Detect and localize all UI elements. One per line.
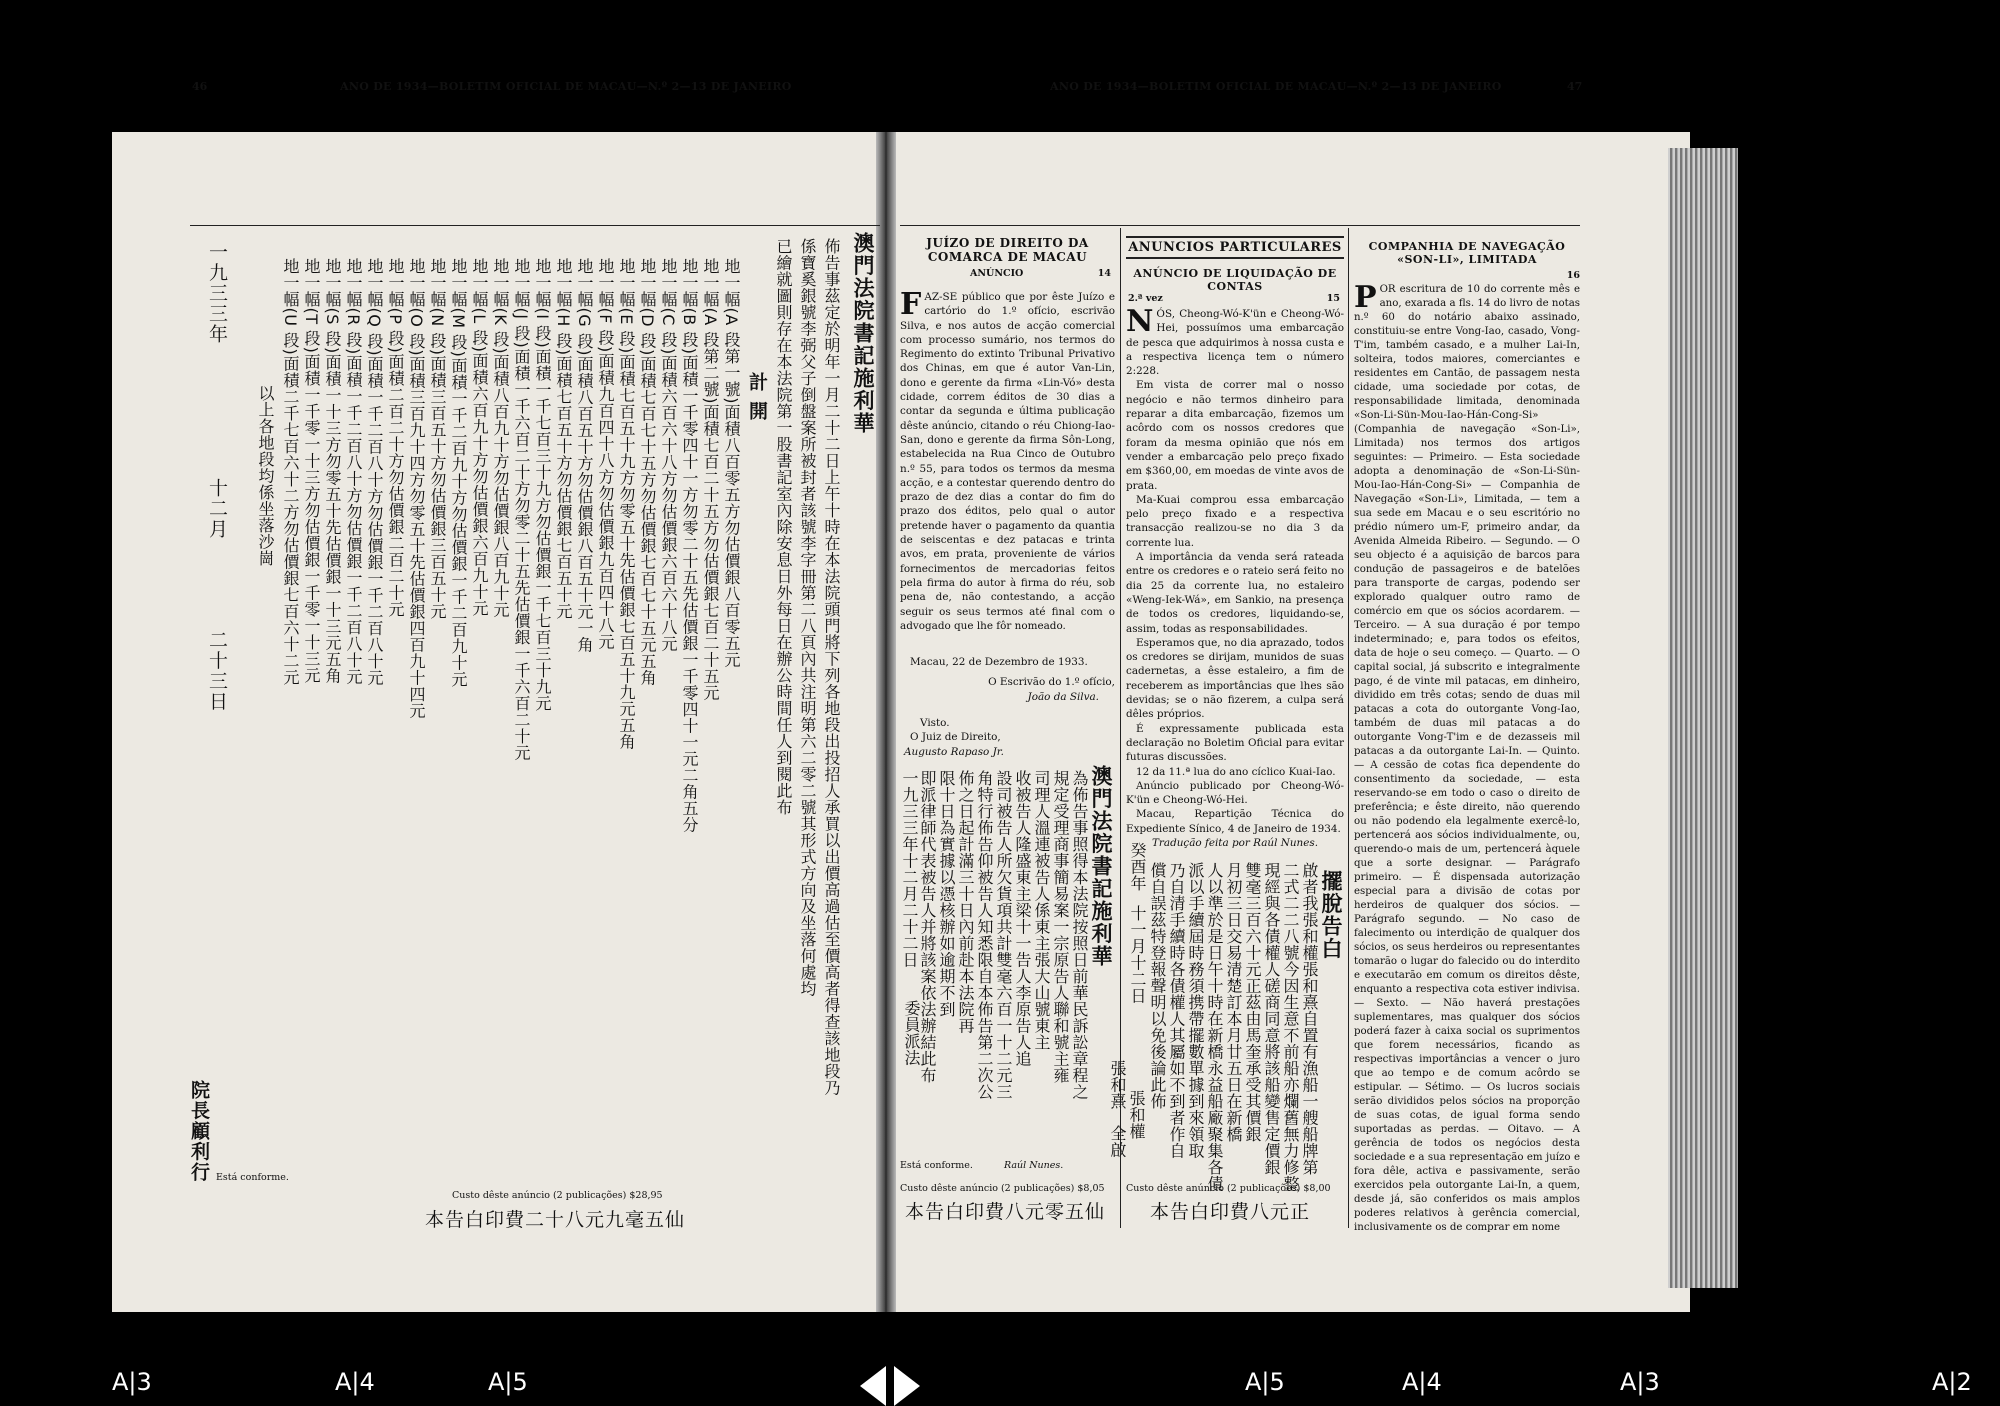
lot-entry: 地一幅(O 段)面積三百九十四方勿零五十先估價銀四百九十四元 — [407, 258, 426, 720]
liquidation-date: 12 da 11.ª lua do ano cíclico Kuai-Iao. — [1136, 765, 1336, 778]
court-cjk-line: 即派律師代表被告人并將該案依法辦結此布 — [918, 770, 937, 1084]
liquidation-cjk-date: 癸酉年 — [1128, 842, 1147, 892]
court-notice-label: ANÚNCIO — [970, 268, 1024, 279]
liquidation-title: ANÚNCIO DE LIQUIDAÇÃO DE CONTAS — [1133, 267, 1337, 293]
liquidation-cjk-date: 十一月十二日 — [1128, 905, 1147, 1004]
lot-entry: 地一幅(R 段)面積一千二百八十方勿估價銀一千二百八十元 — [344, 258, 363, 685]
liquidation-paragraph: A importância da venda será rateada entre os credores e o rateio será feito no dia 25 da corrente lua, no estaleiro «Weng-Iek-Wá», em Sankio, na presença de todos os credores, liquidando-se, assim, todas as responsabilidades. — [1126, 551, 1344, 635]
liquidation-body — [1126, 304, 1344, 378]
left-header-rule — [190, 225, 880, 226]
liquidation-paragraph: Em vista de correr mal o nosso negócio e não termos dinheiro para reparar a dita embarcação, fizemos um acôrdo com os nossos credores que foram da mesma opinião que nós em vender a embarcação pelo preço fixado em $360,00, em moedas de vinte avos de prata. — [1126, 379, 1344, 492]
date-day: 二十三日 — [206, 630, 228, 712]
private-notices — [1126, 236, 1344, 850]
liquidation-cjk-signer: 張和熹 — [1108, 1060, 1127, 1110]
lot-entry: 地一幅(I 段)面積一千七百三十九方勿估價銀一千七百三十九元 — [533, 258, 552, 712]
dropcap: N — [1126, 304, 1154, 339]
lot-entry: 地一幅(E 段)面積七百五十九方勿零五十先估價銀七百五十九元五角 — [617, 258, 636, 750]
judge-title: O Juiz de Direito, — [910, 731, 1001, 744]
liquidation-published: Anúncio publicado por Cheong-Wó-K'ün e Cheong-Wó-Hei. — [1126, 779, 1344, 807]
lot-entry: 地一幅(G 段)面積八百五十方勿估價銀八百五十元一角 — [575, 258, 594, 653]
liquidation-cjk-title: 擺脫告白 — [1319, 870, 1343, 960]
liquidation-cjk-line: 雙毫三百六十元正茲由馬奎承受其價銀 — [1243, 862, 1262, 1143]
film-mark: A|5 — [1245, 1368, 1285, 1396]
court-cjk-line: 委員派法 — [902, 1000, 921, 1066]
court-notice-date: Macau, 22 de Dezembro de 1933. — [910, 656, 1088, 669]
liquidation-cjk-line: 月初三日交易清楚訂本月廿五日在新橋 — [1224, 862, 1243, 1143]
company-number: 16 — [1566, 270, 1580, 281]
location-note: 以上各地段均係坐落沙崗 — [256, 385, 275, 567]
liquidation-cjk-line: 現經與各債權人磋商同意將該船變售定價銀 — [1262, 862, 1281, 1176]
film-mark: A|4 — [335, 1368, 375, 1396]
lot-entry: 地一幅(P 段)面積二百二十方勿估價銀二百二十元 — [386, 258, 405, 618]
company-body — [1354, 280, 1580, 1235]
notice-line: 已繪就圖則存在本法院第一股書記室內除安息日外每日在辦公時間任人到閱此布 — [774, 238, 793, 816]
list-heading: 計 開 — [746, 372, 768, 422]
liquidation-cjk-signer: 全啟 — [1108, 1125, 1127, 1158]
film-mark: A|3 — [1620, 1368, 1660, 1396]
column-rule — [1348, 228, 1349, 1228]
left-page-header: ANO DE 1934—BOLETIM OFICIAL DE MACAU—N.º 2—13 DE JANEIRO — [340, 80, 792, 93]
court-cjk-line: 規定受理商事簡易案一宗原告人聯和號主雍 — [1051, 770, 1070, 1084]
dropcap: P — [1354, 280, 1377, 315]
court-cjk-date: 一九三三年十二月二十二日 — [900, 770, 919, 968]
lot-entry: 地一幅(U 段)面積二千七百六十二方勿估價銀七百六十二元 — [281, 258, 300, 686]
court-cjk-translator: Raúl Nunes. — [1004, 1160, 1064, 1171]
left-page-number: 46 — [192, 80, 208, 93]
liquidation-office: Macau, Repartição Técnica do Expediente Sínico, 4 de Janeiro de 1934. — [1126, 808, 1344, 835]
court-cjk-line: 限十日為實據以憑核辦如逾期不到 — [937, 770, 956, 1018]
page-edges — [1668, 148, 1738, 1288]
lot-entry: 地一幅(L 段)面積六百九十方勿估價銀六百九十元 — [470, 258, 489, 617]
lot-entry: 地一幅(F 段)面積九百四十八方勿估價銀九百四十八元 — [596, 258, 615, 650]
film-mark: A|2 — [1932, 1368, 1972, 1396]
lot-entry: 地一幅(S 段)面積一十三方勿零五十先估價銀一十三元五角 — [323, 258, 342, 684]
film-mark: A|3 — [112, 1368, 152, 1396]
court-cjk-line: 角特行佈告仰被告人知悉限自本佈告第二次公 — [975, 770, 994, 1100]
right-header-rule — [900, 225, 1580, 226]
film-arrow-right — [894, 1366, 920, 1406]
court-cjk-line: 為佈告事照得本法院按照日前華民訴訟章程之 — [1070, 770, 1089, 1100]
liquidation-cjk-line: 二式二二八號今因生意不前船亦爛舊無力修整 — [1281, 862, 1300, 1192]
court-notice-text: AZ-SE público que por êste Juízo e cartório do 1.º ofício, escrivão Silva, e nos autos de acção comercial com processo sumário, nos termos do Regimento do extinto Tribunal Privativo dos Chinas, em que é autor Van-Lin, dono e gerente da firma «Lin-Vó» desta cidade, correm éditos de 30 dias a contar da segunda e última publicação dêste anúncio, citando o réu Chiong-Iao-San, dono e gerente da firma Sôn-Long, estabelecida na Rua Cinco de Outubro n.º 55, para todos os termos da mesma acção, e a contestar querendo dentro do prazo de dez dias a contar do fim do prazo dos éditos, pelo qual o autor pretende haver o pagamento da quantia de seiscentas e dez patacas e trinta avos, em prata, proveniente de vários fornecimentos de mercadorias feitos pela firma do autor à firma do réu, sob pena de, não contestando, a acção seguir os seus termos até final com o advogado que lhe fôr nomeado. — [900, 291, 1115, 632]
lot-entry: 地一幅(Q 段)面積一千二百八十方勿估價銀一千二百八十元 — [365, 258, 384, 687]
left-cost-cjk: 本告白印費二十八元九毫五仙 — [425, 1209, 686, 1231]
lot-entry: 地一幅(D 段)面積七百七十五方勿估價銀七百七十五元五角 — [638, 258, 657, 686]
right-page-number: 47 — [1567, 80, 1583, 93]
private-section-title: ANUNCIOS PARTICULARES — [1126, 236, 1344, 259]
court-cjk-line: 司理人溫連被告人係東主張大山號東主 — [1032, 770, 1051, 1051]
lot-entry: 地一幅(A 段第一號)面積八百零五方勿估價銀八百零五元 — [722, 258, 741, 669]
liquidation-paragraph: Esperamos que, no dia aprazado, todos os credores se dirijam, munidos de suas cadernetas, a êsse estaleiro, a fim de receberem as importâncias que lhes são devidas; se o não fizerem, a culpa será dêles próprios. — [1126, 636, 1344, 721]
liquidation-cjk-line: 償自誤茲特登報聲明以免後論此佈 — [1148, 862, 1167, 1110]
lot-entry: 地一幅(B 段)面積一千零四十一方勿零二十五先估價銀一千零四十一元二角五分 — [680, 258, 699, 834]
notice-line: 佈告事茲定於明年一月二十二日上午十時在本法院頭門將下列各地段出投招人承買以出價高過估至價高者得查該地段乃 — [822, 238, 841, 1096]
lot-entry: 地一幅(J 段)面積一千六百二十方勿零二十五先估價銀一千六百二十元 — [512, 258, 531, 761]
court-notice-number: 14 — [1097, 268, 1111, 279]
liquidation-cjk-line: 啟者我張和權張和熹自置有漁船一艘船牌第 — [1300, 862, 1319, 1176]
liquidation-cjk-line: 派以手續屆時務須携帶擺數單據到來領取 — [1186, 862, 1205, 1159]
court-cost-note: Custo dêste anúncio (2 publicações) $8,05 — [900, 1183, 1105, 1194]
liquidation-cost-note: Custo dêste anúncio (2 publicações) $8,00 — [1126, 1183, 1331, 1194]
notice-line: 係寶奚銀號李弼父子倒盤案所被封者該號李字冊第二八頁內共注明第六二零二號其形式方向及坐落何處均 — [798, 238, 817, 997]
lot-entry: 地一幅(H 段)面積七百五十方勿估價銀七百五十元 — [554, 258, 573, 620]
court-notice-heading: JUÍZO DE DIREITO DA COMARCA DE MACAU — [926, 236, 1089, 264]
court-cjk-line: 收被告人隆盛東主梁十一告人李原告人追 — [1013, 770, 1032, 1067]
court-cost-cjk: 本告白印費八元零五仙 — [905, 1201, 1106, 1223]
clerk-title: O Escrivão do 1.º ofício, — [988, 676, 1115, 689]
liquidation-paragraph: É expressamente publicada esta declaração no Boletim Oficial para evitar futuras discussões. — [1126, 722, 1344, 764]
book-gutter — [876, 132, 896, 1312]
liquidation-vez: 2.ª vez — [1128, 293, 1163, 304]
lot-entry: 地一幅(N 段)面積三百五十方勿估價銀三百五十元 — [428, 258, 447, 620]
film-arrow-left — [860, 1366, 886, 1406]
film-mark: A|4 — [1402, 1368, 1442, 1396]
company-text: OR escritura de 10 do corrente mês e ano, exarada a fls. 14 do livro de notas n.º 60 do notário abaixo assinado, constituiu-se entre Vong-Iao, casado, Vong-T'im, também casado, e a mulher Lai-In, solteira, todos maiores, comerciantes e residentes em Cantão, de passagem nesta cidade, uma sociedade por cotas, de responsabilidade limitada, denominada «Son-Li-Sün-Mou-Iao-Hán-Cong-Si» (Companhia de navegação «Son-Li», Limitada) nos termos dos artigos seguintes: — Primeiro. — Esta sociedade adopta a denominação de «Son-Li-Sün-Mou-Iao-Hán-Cong-Si» — Companhia de Navegação «Son-Li», Limitada, — tem a sua sede em Macau e o seu escritório no prédio número um-F, primeiro andar, da Avenida Almeida Ribeiro. — Segundo. — O seu objecto é a aquisição de barcos para condução de passageiros e de batelões para transporte de cargas, podendo ser explorado qualquer outro ramo de comércio em que os sócios acordarem. — Terceiro. — A sua duração é por tempo indeterminado; e, para todos os efeitos, data de hoje o seu começo. — Quarto. — O capital social, já subscrito e integralmente pago, é de vinte mil patacas, em dinheiro, dividido em três cotas; sendo de duas mil patacas a cota do outorgante Vong-Iao, também de duas mil patacas a do outorgante Vong-T'im e de dezasseis mil patacas a da outorgante Lai-In. — Quinto. — A cessão de cotas fica dependente do consentimento da sociedade, — esta reservando-se em todo o caso o direito de preferência; e êste direito, não querendo ou não podendo ela legalmente exercê-lo, pertencerá aos sócios individualmente, ou, querendo-o mais de um, pertencerá àquele que a sorte designar. — Parágrafo primeiro. — É dispensada autorização especial para a divisão de cotas por herdeiros de qualquer dos sócios. — Parágrafo segundo. — No caso de falecimento ou interdição de qualquer dos sócios, os seus herdeiros ou representantes tomarão o lugar do falecido ou do interdito e executarão em comum os direitos dêste, enquanto a respectiva cota estiver indivisa. — Sexto. — Não haverá prestações suplementares, mas qualquer dos sócios poderá fazer à caixa social os suprimentos que forem necessários, ficando as respectivas importâncias a vencer o juro que ao tempo e de comum acôrdo se estipular. — Sétimo. — Os lucros sociais serão divididos pelos sócios na proporção de suas cotas, de igual forma sendo suportadas as perdas. — Oitavo. — A gerência de todos os negócios desta sociedade e a sua representação em juízo e fora dêle, activa e passivamente, serão exercidos pela outorgante Lai-In, a quem, desde já, são conferidos os mais amplos poderes relativos à gerência comercial, inclusivamente os de comprar em nome — [1354, 284, 1580, 1233]
left-conformity: Está conforme. — [216, 1172, 289, 1183]
lot-entry: 地一幅(T 段)面積一千零一十三方勿估價銀一千零一十三元 — [302, 258, 321, 684]
liquidation-cjk-signer: 張和權 — [1127, 1090, 1146, 1140]
liquidation-cjk-line: 人以準於是日午十時在新橋永益船廠聚集各債 — [1205, 862, 1224, 1192]
clerk-name: João da Silva. — [1027, 690, 1099, 703]
lot-entry: 地一幅(C 段)面積六百六十八方勿估價銀六百六十八元 — [659, 258, 678, 652]
court-notice-body — [900, 287, 1115, 633]
court-signature: 院長顧利行 — [188, 1080, 210, 1183]
seen-label: Visto. — [920, 717, 950, 730]
lot-entry: 地一幅(M 段)面積一千二百九十方勿估價銀一千二百九十元 — [449, 258, 468, 688]
right-page-header: ANO DE 1934—BOLETIM OFICIAL DE MACAU—N.º 2—13 DE JANEIRO — [1050, 80, 1502, 93]
liquidation-translation: Tradução feita por Raúl Nunes. — [1151, 836, 1318, 849]
liquidation-paragraph: Ma-Kuai comprou essa embarcação pelo preço fixado e a respectiva transacção realizou-se no dia 3 da corrente lua. — [1126, 493, 1344, 549]
court-cjk-line: 佈之日起計滿三十日內前赴本法院再 — [956, 770, 975, 1034]
date-month: 十二月 — [206, 478, 228, 540]
court-cjk-line: 設司被告人所欠貨項共計雙毫六百一十二元三 — [994, 770, 1013, 1100]
liquidation-number: 15 — [1326, 293, 1340, 304]
liquidation-cost-cjk: 本告白印費八元正 — [1150, 1201, 1311, 1223]
liquidation-text: ÓS, Cheong-Wó-K'ün e Cheong-Wó-Hei, possuímos uma embarcação de pesca que adquirimos à nossa custa e a respectiva licença tem o número 2:228. — [1126, 308, 1344, 378]
film-mark: A|5 — [488, 1368, 528, 1396]
company-notice — [1354, 240, 1580, 1235]
court-cjk-title: 澳門法院書記施利華 — [1089, 765, 1113, 968]
left-cost-note: Custo dêste anúncio (2 publicações) $28,95 — [452, 1190, 663, 1201]
court-notice-title: 澳門法院書記施利華 — [851, 232, 875, 435]
dropcap: F — [900, 287, 922, 322]
lot-entry: 地一幅(A 段第二號)面積七百二十五方勿估價銀七百二十五元 — [701, 258, 720, 702]
court-conformity: Está conforme. — [900, 1160, 973, 1171]
liquidation-cjk-line: 乃自清手續時各債權人其屬如不到者作自 — [1167, 862, 1186, 1159]
company-title: COMPANHIA DE NAVEGAÇÃO «SON-LI», LIMITADA — [1368, 240, 1566, 266]
court-notice — [900, 236, 1115, 759]
date-year: 一九三三年 — [206, 242, 228, 345]
judge-name: Augusto Rapaso Jr. — [904, 745, 1004, 758]
lot-entry: 地一幅(K 段)面積八百九十方勿估價銀八百九十元 — [491, 258, 510, 619]
